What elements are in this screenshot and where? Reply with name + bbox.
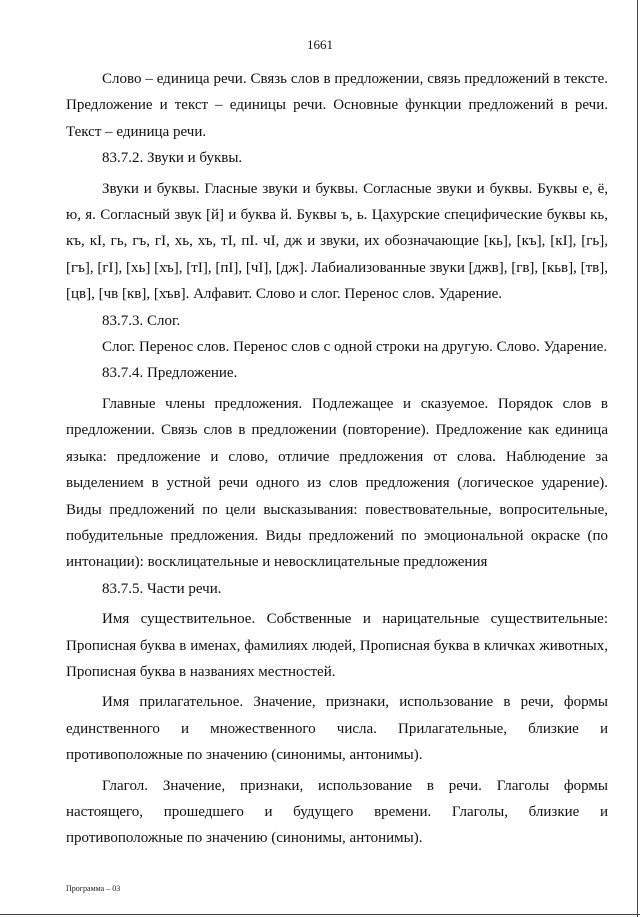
page-border-bottom <box>0 914 640 915</box>
page-border-right <box>637 0 638 917</box>
section-heading-sounds-letters: 83.7.2. Звуки и буквы. <box>102 150 243 167</box>
paragraph-verb: Глагол. Значение, признаки, использование в речи. Глаголы формы настоящего, прошедшего и будущего времени. Глаголы, близкие и противоположные по значению (синонимы, антонимы). <box>66 777 608 847</box>
section-heading-syllable: 83.7.3. Слог. <box>102 312 181 329</box>
footer-note: Программа – 03 <box>66 884 121 893</box>
paragraph-text-units: Слово – единица речи. Связь слов в предложении, связь предложений в тексте. Предложение и текст – единицы речи. Основные функции предложений в речи. Текст – единица речи. <box>66 71 608 140</box>
document-body <box>66 66 608 852</box>
paragraph-syllable: Слог. Перенос слов. Перенос слов с одной строки на другую. Слово. Ударение. <box>102 339 608 356</box>
paragraph-adjective: Имя прилагательное. Значение, признаки, использование в речи, формы единственного и множественного числа. Прилагательные, близкие и противоположные по значению (синонимы, антонимы). <box>66 694 608 764</box>
page-number: 1661 <box>307 37 333 52</box>
paragraph-sounds-letters: Звуки и буквы. Гласные звуки и буквы. Согласные звуки и буквы. Буквы е, ё, ю, я. Согласный звук [й] и буква й. Буквы ъ, ь. Цахурские специфические буквы кь, къ, кI, гь, гъ, гI, хь, хъ, тI, пI. чI, дж и звуки, их обозначающие [кь], [къ], [кI], [гь], [гъ], [гI], [хь] [хъ], [тI], [пI], [чI], [дж]. Лабиализованные звуки [джв], [гв], [кьв], [тв], [цв], [чв [кв], [хъв]. Алфавит. Слово и слог. Перенос слов. Ударение. <box>66 180 609 303</box>
section-heading-parts-of-speech: 83.7.5. Части речи. <box>102 580 222 597</box>
paragraph-sentence: Главные члены предложения. Подлежащее и сказуемое. Порядок слов в предложении. Связь слов в предложении (повторение). Предложение как единица языка: предложение и слово, отличие предложения от слова. Наблюдение за выделением в устной речи одного из слов предложения (логическое ударение). Виды предложений по цели высказывания: повествовательные, вопросительные, побудительные предложения. Виды предложений по эмоциональной окраске (по интонации): восклицательные и невосклицательные предложения <box>66 395 608 571</box>
paragraph-noun: Имя существительное. Собственные и нарицательные существительные: Прописная буква в именах, фамилиях людей, Прописная буква в кличках животных, Прописная буква в названиях местностей. <box>66 611 608 680</box>
section-heading-sentence: 83.7.4. Предложение. <box>102 365 238 382</box>
